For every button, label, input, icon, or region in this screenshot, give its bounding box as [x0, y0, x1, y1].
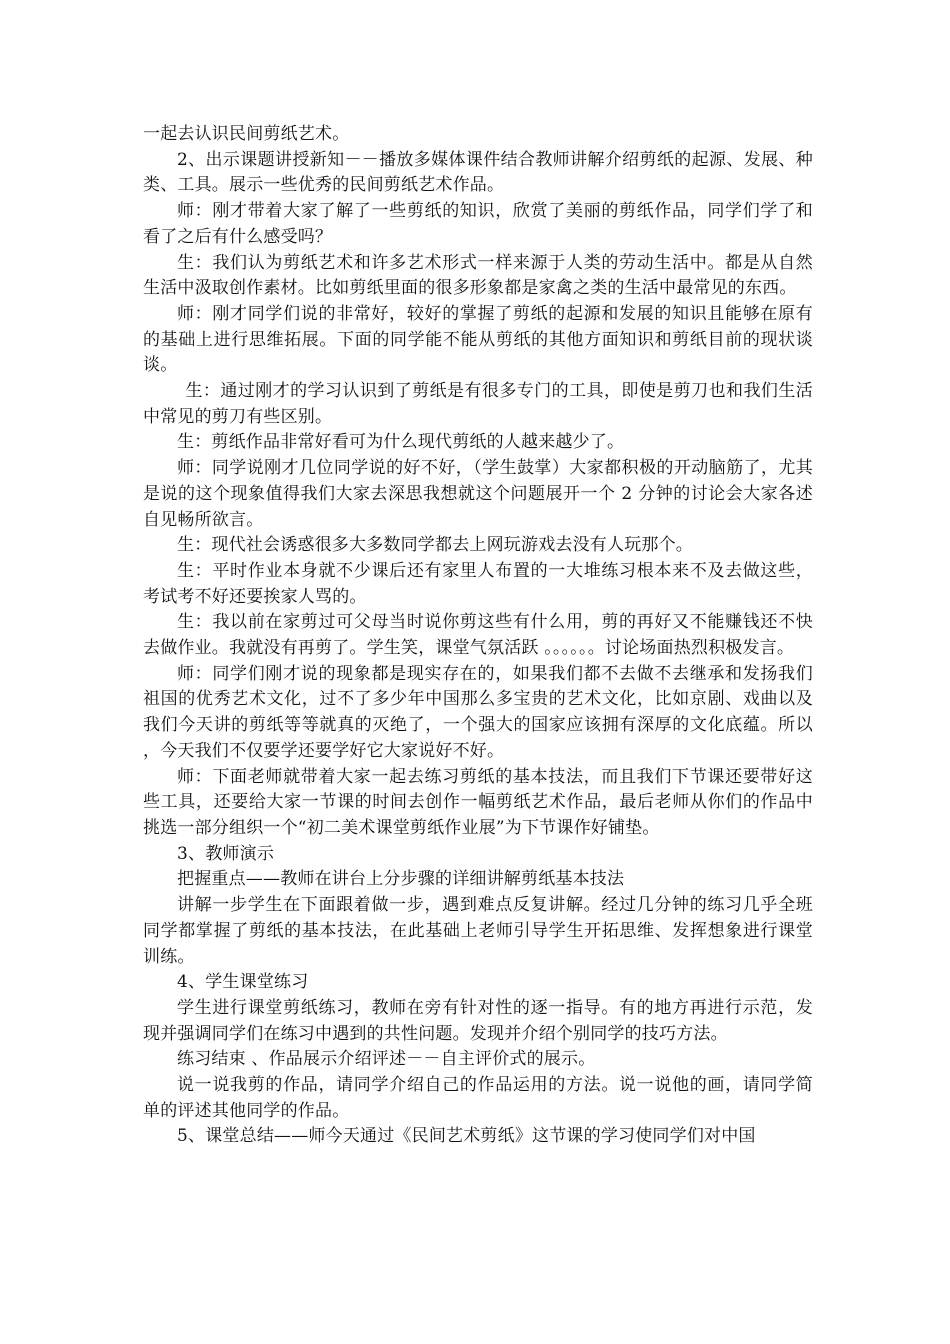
- paragraph-student-answer-6: 生：我以前在家剪过可父母当时说你剪这些有什么用，剪的再好又不能赚钱还不快去做作业。我就没有再剪了。学生笑，课堂气氛活跃 。。。。。。讨论场面热烈积极发言。: [143, 612, 813, 659]
- paragraph-student-answer-3: 生：剪纸作品非常好看可为什么现代剪纸的人越来越少了。: [177, 432, 625, 453]
- paragraph-student-answer-1: 生：我们认为剪纸艺术和许多艺术形式一样来源于人类的劳动生活中。都是从自然生活中汲取创作素材。比如剪纸里面的很多形象都是家禽之类的生活中最常见的东西。: [143, 252, 813, 299]
- paragraph-student-answer-5: 生：平时作业本身就不少课后还有家里人布置的一大堆练习根本来不及去做这些，考试考不好还要挨家人骂的。: [143, 560, 813, 607]
- paragraph-step-5-summary: 5、课堂总结——师今天通过《民间艺术剪纸》这节课的学习使同学们对中国: [177, 1126, 756, 1147]
- document-body: [143, 122, 813, 1150]
- paragraph-student-answer-4: 生：现代社会诱惑很多大多数同学都去上网玩游戏去没有人玩那个。: [177, 535, 693, 556]
- paragraph-demonstration: 讲解一步学生在下面跟着做一步，遇到难点反复讲解。经过几分钟的练习几乎全班同学都掌握了剪纸的基本技法，在此基础上老师引导学生开拓思维、发挥想象进行课堂训练。: [143, 895, 813, 967]
- paragraph-continuation: 一起去认识民间剪纸艺术。: [143, 124, 350, 144]
- heading-step-3: 3、教师演示: [177, 843, 275, 864]
- paragraph-teacher-comment-1: 师：刚才同学们说的非常好，较好的掌握了剪纸的起源和发展的知识且能够在原有的基础上进行思维拓展。下面的同学能不能从剪纸的其他方面知识和剪纸目前的现状谈谈。: [143, 303, 813, 376]
- paragraph-teacher-question: 师：刚才带着大家了解了一些剪纸的知识，欣赏了美丽的剪纸作品，同学们学了和看了之后有什么感受吗？: [143, 201, 813, 247]
- paragraph-step-2: 2、出示课题讲授新知－－播放多媒体课件结合教师讲解介绍剪纸的起源、发展、种类、工具。展示一些优秀的民间剪纸艺术作品。: [143, 149, 813, 196]
- paragraph-classroom-practice: 学生进行课堂剪纸练习，教师在旁有针对性的逐一指导。有的地方再进行示范，发现并强调同学们在练习中遇到的共性问题。发现并介绍个别同学的技巧方法。: [143, 997, 813, 1044]
- paragraph-key-point: 把握重点——教师在讲台上分步骤的详细讲解剪纸基本技法: [177, 869, 625, 890]
- paragraph-teacher-culture: 师：同学们刚才说的现象都是现实存在的，如果我们都不去做不去继承和发扬我们祖国的优秀艺术文化，过不了多少年中国那么多宝贵的艺术文化，比如京剧、戏曲以及我们今天讲的剪纸等等就真的灭绝了，一个强大的国家应该拥有深厚的文化底蕴。所以，今天我们不仅要学还要学好它大家说好不好。: [143, 663, 813, 761]
- paragraph-evaluation: 说一说我剪的作品，请同学介绍自己的作品运用的方法。说一说他的画，请同学简单的评述其他同学的作品。: [143, 1075, 813, 1121]
- paragraph-teacher-practice: 师：下面老师就带着大家一起去练习剪纸的基本技法，而且我们下节课还要带好这些工具，还要给大家一节课的时间去创作一幅剪纸艺术作品，最后老师从你们的作品中挑选一部分组织一个“初二美术课堂剪纸作业展”为下节课作好铺垫。: [143, 766, 813, 838]
- paragraph-student-answer-2: 生：通过刚才的学习认识到了剪纸是有很多专门的工具，即使是剪刀也和我们生活中常见的剪刀有些区别。: [143, 381, 813, 427]
- heading-step-4: 4、学生课堂练习: [177, 972, 309, 993]
- paragraph-teacher-discussion: 师：同学说刚才几位同学说的好不好，（学生鼓掌）大家都积极的开动脑筋了，尤其是说的这个现象值得我们大家去深思我想就这个问题展开一个 2 分钟的讨论会大家各述自见畅所欲言。: [143, 458, 813, 530]
- paragraph-work-display: 练习结束 、作品展示介绍评述－－自主评价式的展示。: [177, 1049, 596, 1070]
